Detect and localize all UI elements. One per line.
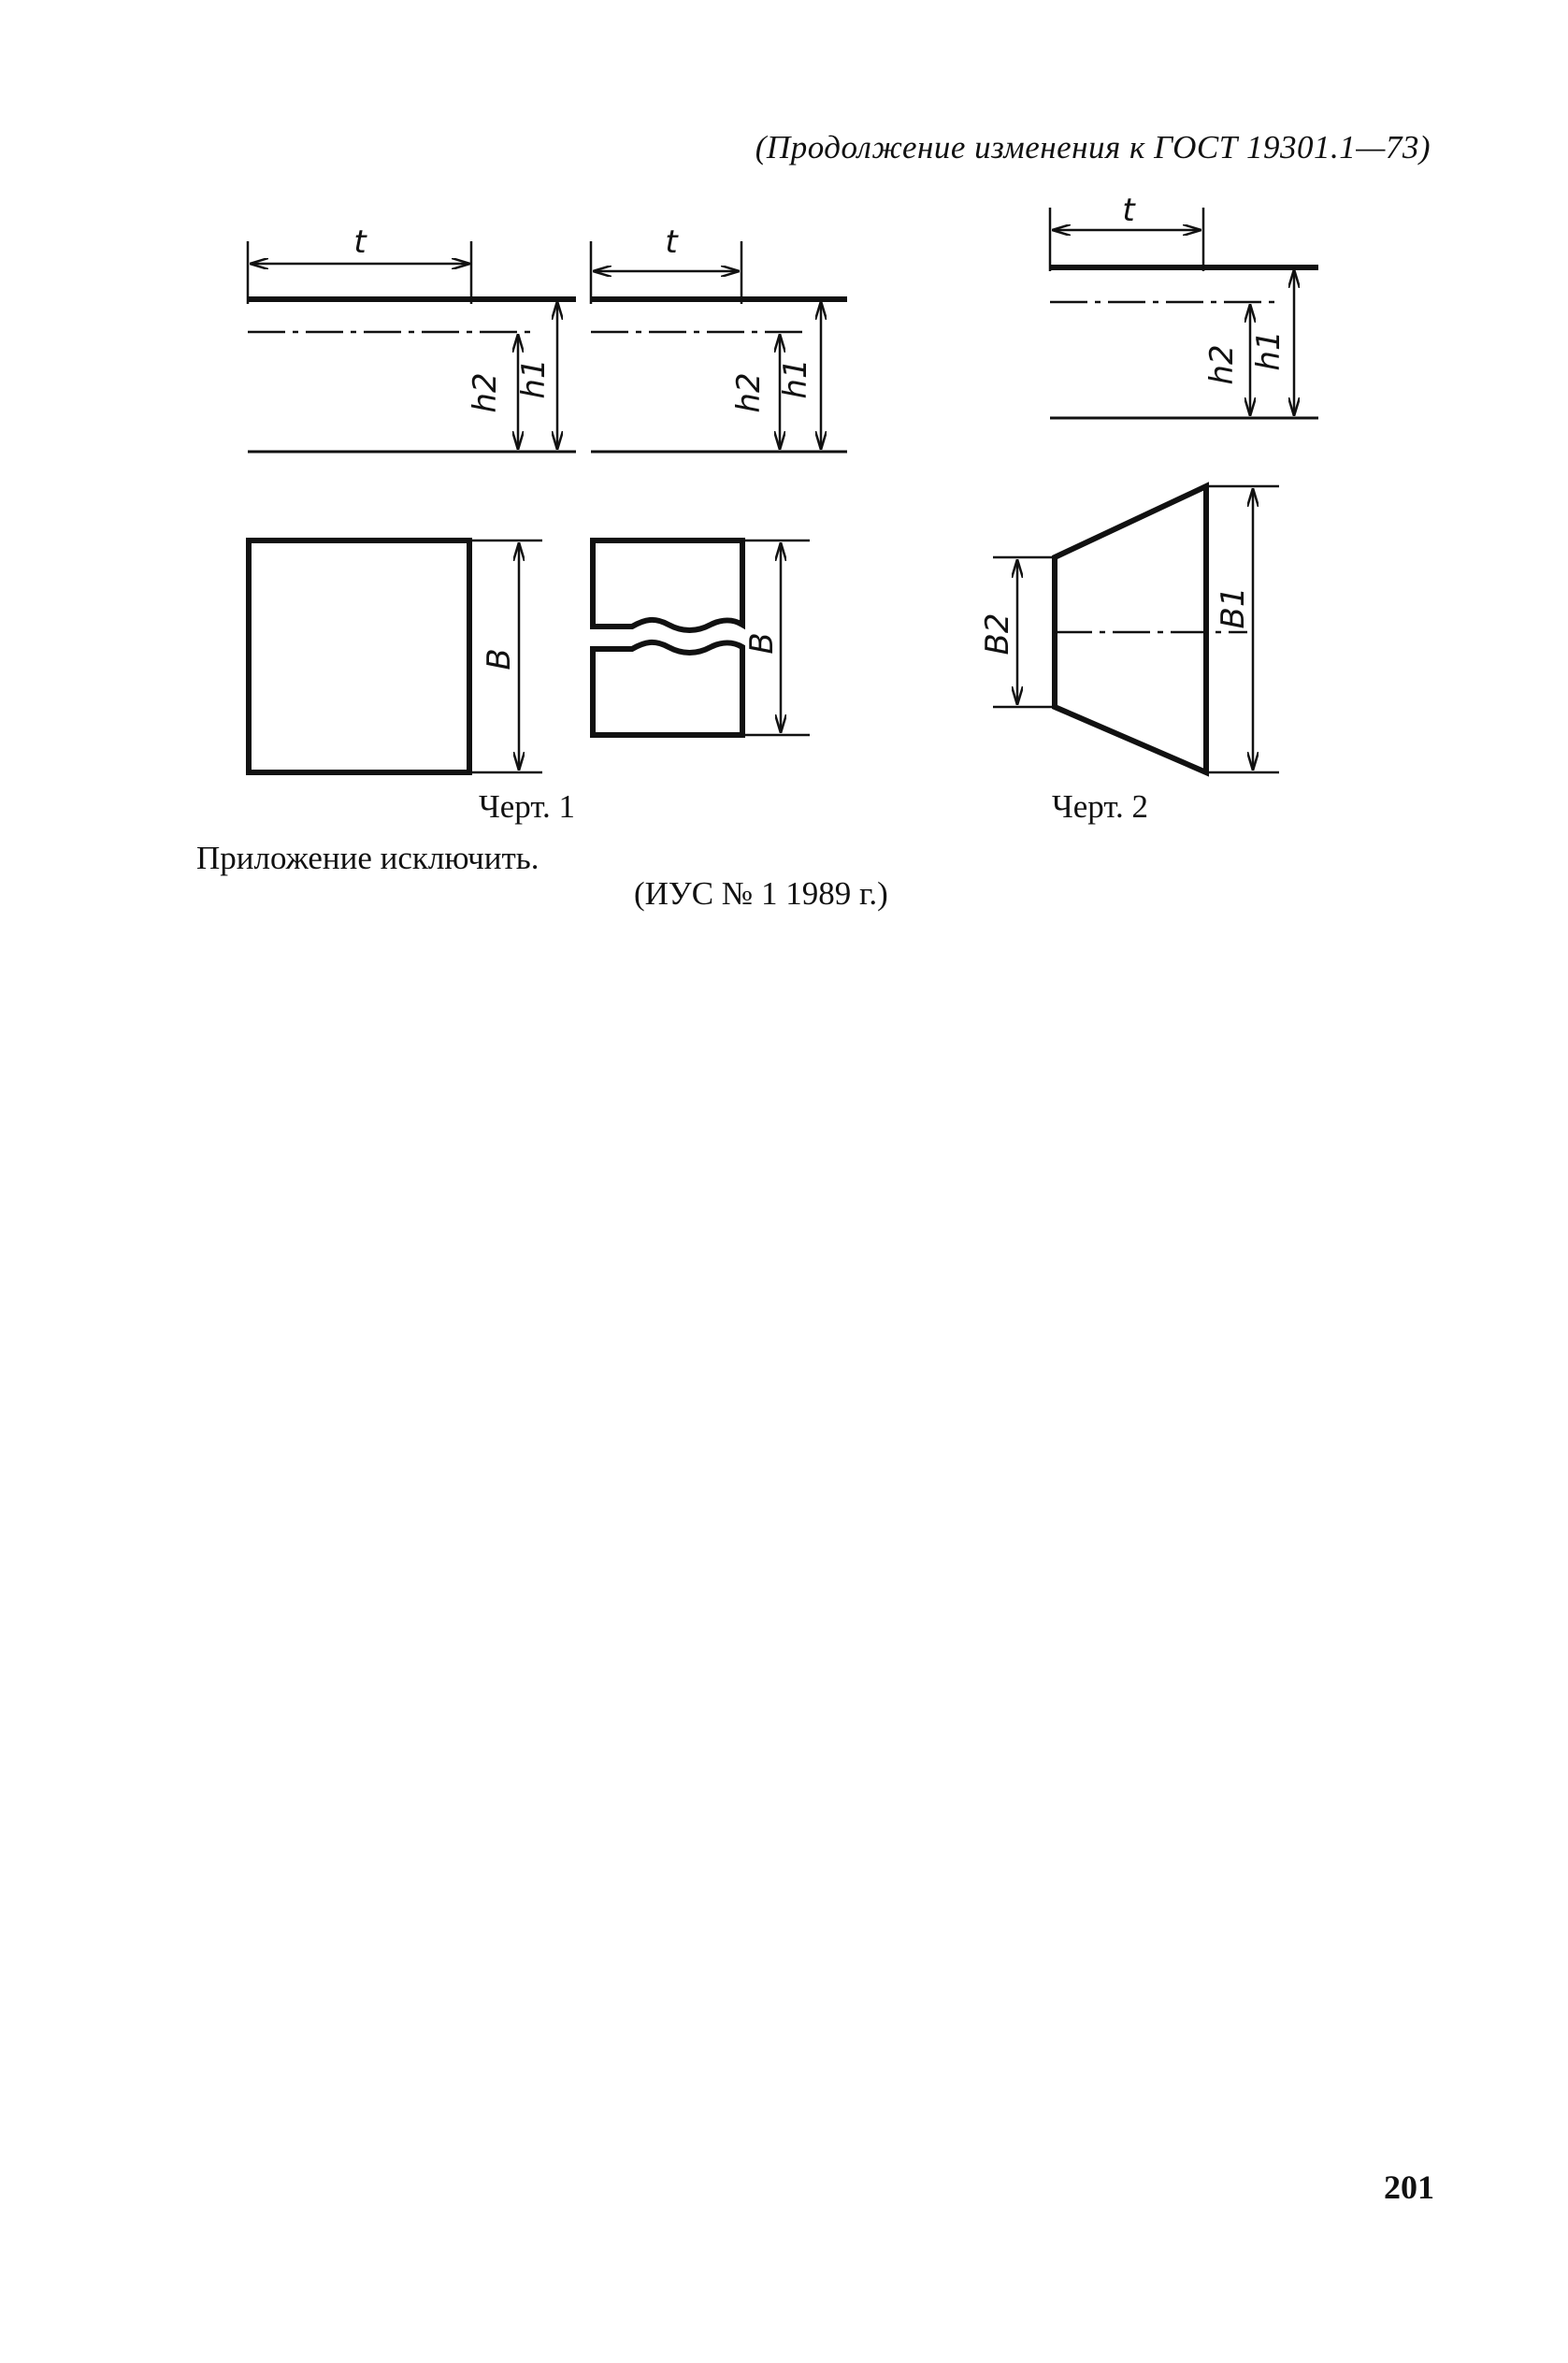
figure-2-side-view — [1050, 208, 1318, 418]
dim-label-b: B — [743, 632, 781, 655]
page-number: 201 — [1384, 2168, 1434, 2206]
dim-label-b1: B1 — [1215, 586, 1252, 629]
page-header: (Продолжение изменения к ГОСТ 19301.1—73) — [755, 129, 1431, 166]
dim-label-t: t — [665, 223, 678, 261]
source-reference: (ИУС № 1 1989 г.) — [634, 875, 888, 912]
dim-label-t: t — [1122, 192, 1135, 229]
figure-1-middle-side-view — [591, 241, 847, 452]
dim-label-b: B — [481, 648, 518, 670]
dim-label-h2: h2 — [730, 372, 768, 413]
dim-label-b2: B2 — [979, 612, 1016, 656]
figure-1-caption: Черт. 1 — [479, 788, 575, 825]
dim-label-t: t — [353, 223, 367, 261]
dim-label-h2: h2 — [1203, 344, 1241, 385]
dim-label-h1: h1 — [777, 358, 814, 399]
dim-label-h2: h2 — [467, 372, 504, 413]
body-text: Приложение исключить. — [196, 840, 539, 876]
dim-label-h1: h1 — [515, 358, 553, 399]
dim-label-h1: h1 — [1250, 330, 1287, 371]
figure-2-caption: Черт. 2 — [1052, 788, 1148, 825]
technical-drawing — [0, 0, 1568, 935]
figure-1-left-side-view — [248, 241, 576, 452]
